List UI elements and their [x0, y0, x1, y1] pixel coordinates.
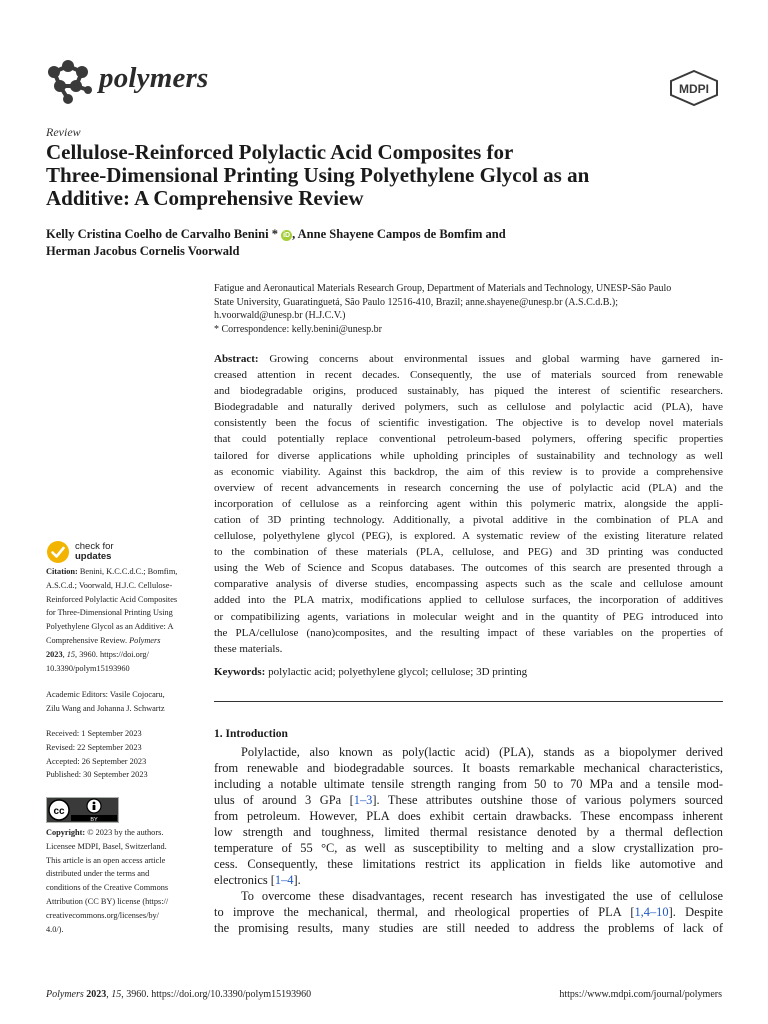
academic-editors: Academic Editors: Vasile Cojocaru, Zilu Wang and Johanna J. Schwartz	[46, 690, 165, 713]
paragraph-line: electronics [1–4].	[214, 873, 301, 887]
author-name: Kelly Cristina Coelho de Carvalho Benini *	[46, 227, 278, 241]
abstract-line: overview of recent advancements in research concerning the use of polylactic acid (PLA) and the	[214, 481, 723, 494]
abstract-line: consistently been the focus of scientific investigation. The objective is to develop novel materials	[214, 417, 723, 430]
date-accepted: Accepted: 26 September 2023	[46, 756, 147, 766]
author-name: Herman Jacobus Cornelis Voorwald	[46, 244, 240, 258]
paragraph-line: cess. Consequently, these limitations restrict its application in fields like automotive and	[214, 857, 723, 871]
paragraph-line: ulus of around 3 GPa [1–3]. These attributes outshine those of various polymers sourced	[214, 793, 723, 807]
svg-text:cc: cc	[53, 806, 65, 817]
abstract-line: comparative analysis of diverse studies, encompassing aspects such as the scale and cellulose amount	[214, 578, 723, 591]
paragraph-line: To overcome these disadvantages, recent research has investigated the use of cellulose	[241, 889, 723, 903]
title-line: Cellulose-Reinforced Polylactic Acid Composites for	[46, 140, 514, 164]
polymers-logo-icon	[46, 58, 94, 106]
paragraph-line: including a notable ultimate tensile strength ranging from 50 to 70 MPa and a tensile mod-	[214, 777, 723, 791]
abstract-line: incorporation of cellulose as a reinforcing agent within this polymeric matrix, alongside the appli-	[214, 497, 723, 510]
paragraph-line: to improve the mechanical, thermal, and rheological properties of PLA [1,4–10]. Despite	[214, 905, 723, 919]
paragraph-line: Polylactide, also known as poly(lactic acid) (PLA), stands as a biopolymer derived	[241, 745, 723, 759]
reference-link[interactable]: 1–4	[274, 873, 294, 887]
orcid-icon[interactable]: iD	[283, 232, 291, 239]
keywords-label: Keywords:	[214, 666, 266, 678]
title-line: Additive: A Comprehensive Review	[46, 186, 364, 210]
cc-by-license-icon[interactable]	[46, 797, 119, 823]
abstract	[214, 351, 723, 657]
paragraph-line: the promising results, many studies are still needed to address the problems of lack of	[214, 921, 723, 935]
footer-citation: Polymers 2023, 15, 3960. https://doi.org/10.3390/polym15193960	[46, 989, 312, 1000]
svg-text:BY: BY	[90, 817, 98, 823]
citation-block: Citation: Benini, K.C.C.d.C.; Bomfim, A.S.C.d.; Voorwald, H.J.C. Cellulose- Reinforced Polylactic Acid Composites for Three-Dimensional Printing Using Polyethylene Glycol as an Additive: A Comprehensive Review. Polymers 2023, 15, 3960. https://doi.org/ 10.3390/polym15193960	[46, 565, 204, 675]
abstract-line: added into the PLA matrix, modifications applied to cellulose surfaces, the incorporation of additives	[214, 594, 723, 607]
paragraph-line: temperature of 55 °C, as well as susceptibility to melting and a slow crystallization pro-	[214, 841, 723, 855]
abstract-line: Abstract: Growing concerns about environmental issues and global warming have garnered in-	[214, 353, 723, 365]
journal-name: polymers	[99, 62, 209, 94]
abstract-line: and biodegradable origins, produced sustainably, has piqued the interest of scientific researchers.	[214, 385, 723, 398]
keywords-text: polylactic acid; polyethylene glycol; cellulose; 3D printing	[268, 666, 528, 678]
footer-doi-link[interactable]: , 3960. https://doi.org/10.3390/polym15193960	[121, 989, 312, 1000]
author-name: , Anne Shayene Campos de Bomfim and	[292, 227, 506, 241]
affiliations	[214, 282, 726, 336]
publication-dates	[46, 727, 204, 782]
paragraph-line: from petroleum. However, PLA does exhibit certain drawbacks. These encompass inherent	[214, 809, 723, 823]
abstract-line: tailored for diverse applications while upholding principles of sustainability and technology as well	[214, 449, 723, 462]
date-received: Received: 1 September 2023	[46, 729, 142, 738]
abstract-line: the PLA/cellulose (nano)composites, and the resulting impact of these variables on the properties of	[214, 626, 723, 639]
title-line: Three-Dimensional Printing Using Polyethylene Glycol as an	[46, 163, 590, 187]
abstract-line: to the combination of these materials (PLA, cellulose, and PEG) and 3D printing was conducted	[214, 546, 723, 559]
article-title	[46, 141, 726, 210]
abstract-line: as economic viability. Against this backdrop, the aim of this review is to provide a comprehensive	[214, 465, 723, 478]
date-revised: Revised: 22 September 2023	[46, 742, 142, 752]
introduction-body	[214, 744, 723, 936]
affiliation-line: h.voorwald@unesp.br (H.J.C.V.)	[214, 310, 346, 322]
publisher-logo-text: MDPI	[679, 82, 709, 96]
abstract-line: Biodegradable and naturally derived polymers, such as cellulose and polylactic acid (PLA), have	[214, 401, 723, 414]
affiliation-line: State University, Guaratinguetá, São Paulo 12516-410, Brazil; anne.shayene@unesp.br (A.S.C.d.B.);	[214, 296, 619, 308]
citation-doi-link[interactable]: 10.3390/polym15193960	[46, 663, 130, 673]
abstract-line: using the Web of Science and Scopus databases. The outcomes of this search are presented through a	[214, 562, 723, 575]
copyright-label: Copyright:	[46, 828, 86, 837]
check-updates-label: updates	[75, 551, 112, 562]
reference-link[interactable]: 1,4–10	[634, 905, 669, 919]
article-type: Review	[46, 125, 81, 139]
abstract-line: these materials.	[214, 642, 283, 655]
footer-journal-url[interactable]: https://www.mdpi.com/journal/polymers	[559, 989, 722, 1000]
keywords	[214, 666, 726, 678]
abstract-line: cation of 3D printing technology. Additionally, a pivotal additive in the combination of PLA and	[214, 513, 723, 526]
section-divider	[214, 701, 723, 702]
abstract-line: cellulose, polyethylene glycol (PEG), is explored. A systematic review of the existing literature related	[214, 530, 723, 543]
paragraph-line: low strength and toughness, limited thermal resistance denoted by a thermal deflection	[214, 825, 723, 839]
reference-link[interactable]: 1–3	[353, 793, 373, 807]
correspondence-line: * Correspondence: kelly.benini@unesp.br	[214, 323, 382, 335]
check-updates-icon	[46, 540, 70, 564]
abstract-line: or compatibilizing agents, variations in molecular weight and in the quantity of PEG introduced into	[214, 610, 723, 623]
paragraph-line: from renewable and biodegradable sources. It boasts remarkable mechanical characteristics,	[214, 761, 723, 775]
abstract-line: creased attention in recent decades. Consequently, the use of materials sourced from renewable	[214, 369, 723, 382]
abstract-label: Abstract:	[214, 353, 259, 365]
check-for-updates-button[interactable]	[46, 540, 156, 566]
mdpi-logo-icon	[670, 70, 718, 106]
affiliation-line: Fatigue and Aeronautical Materials Research Group, Department of Materials and Technology, UNESP-São Paulo	[214, 283, 672, 294]
check-updates-label: check for	[75, 541, 114, 552]
date-published: Published: 30 September 2023	[46, 770, 148, 780]
abstract-line: that could potentially replace conventional petroleum-based polymers, offering specific properties	[214, 433, 723, 446]
citation-label: Citation:	[46, 567, 78, 576]
section-heading: 1. Introduction	[214, 728, 288, 740]
author-list	[46, 226, 726, 260]
copyright-notice: Copyright: © 2023 by the authors. Licensee MDPI, Basel, Switzerland. This article is an open access article distributed under the terms and conditions of the Creative Commons Attribution (CC BY) license (https:// creativecommons.org/licenses/by/ 4.0/).	[46, 828, 169, 934]
